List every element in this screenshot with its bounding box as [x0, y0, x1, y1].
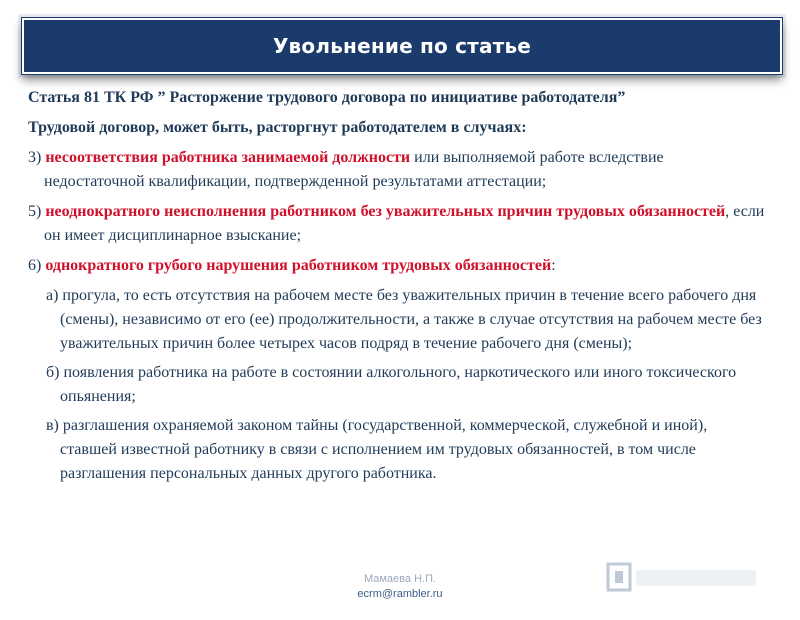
footer — [320, 572, 480, 602]
item-5-text: , если он имеет дисциплинарное взыскание; — [44, 203, 765, 244]
item-6 — [28, 254, 768, 278]
item-3-number: 3) — [28, 149, 46, 166]
item-3-text: или выполняемой работе вследствие недостаточной квалификации, подтвержденной результатами аттестации; — [44, 149, 664, 190]
item-6-highlight: однократного грубого нарушения работником трудовых обязанностей — [45, 257, 552, 274]
item-5-highlight: неоднократного неисполнения работником без уважительных причин трудовых обязанностей — [45, 203, 726, 220]
article-intro: Трудовой договор, может быть, расторгнут работодателем в случаях: — [28, 119, 527, 136]
title-banner — [22, 18, 782, 74]
article-heading: Статья 81 ТК РФ ” Расторжение трудового договора по инициативе работодателя” — [28, 89, 626, 106]
page-title: Увольнение по статье — [272, 34, 532, 58]
sub-item-b: б) появления работника на работе в состоянии алкогольного, наркотического или иного токсического опьянения; — [46, 364, 737, 405]
item-6-text: : — [551, 257, 556, 274]
sub-item-a: а) прогула, то есть отсутствия на рабочем месте без уважительных причин в течение всего рабочего дня (смены), независимо от его (ее) продолжительности, а также в случае отсутствия на рабочем месте без уважительных причин более четырех часов подряд в течение рабочего дня (смены); — [46, 287, 762, 352]
footer-author: Мамаева Н.П. — [363, 573, 437, 585]
item-5 — [28, 200, 768, 248]
article-content — [28, 86, 768, 491]
watermark-logo-icon — [606, 560, 766, 596]
item-3 — [28, 146, 768, 194]
footer-email: ecrm@rambler.ru — [357, 588, 443, 600]
item-3-highlight: несоответствия работника занимаемой должности — [45, 149, 411, 166]
item-6-number: 6) — [28, 257, 46, 274]
item-5-number: 5) — [28, 203, 46, 220]
sub-item-c: в) разглашения охраняемой законом тайны (государственной, коммерческой, служебной и иной), ставшей известной работнику в связи с исполнением им трудовых обязанностей, в том числе разглашения персональных данных другого работника. — [46, 417, 708, 482]
